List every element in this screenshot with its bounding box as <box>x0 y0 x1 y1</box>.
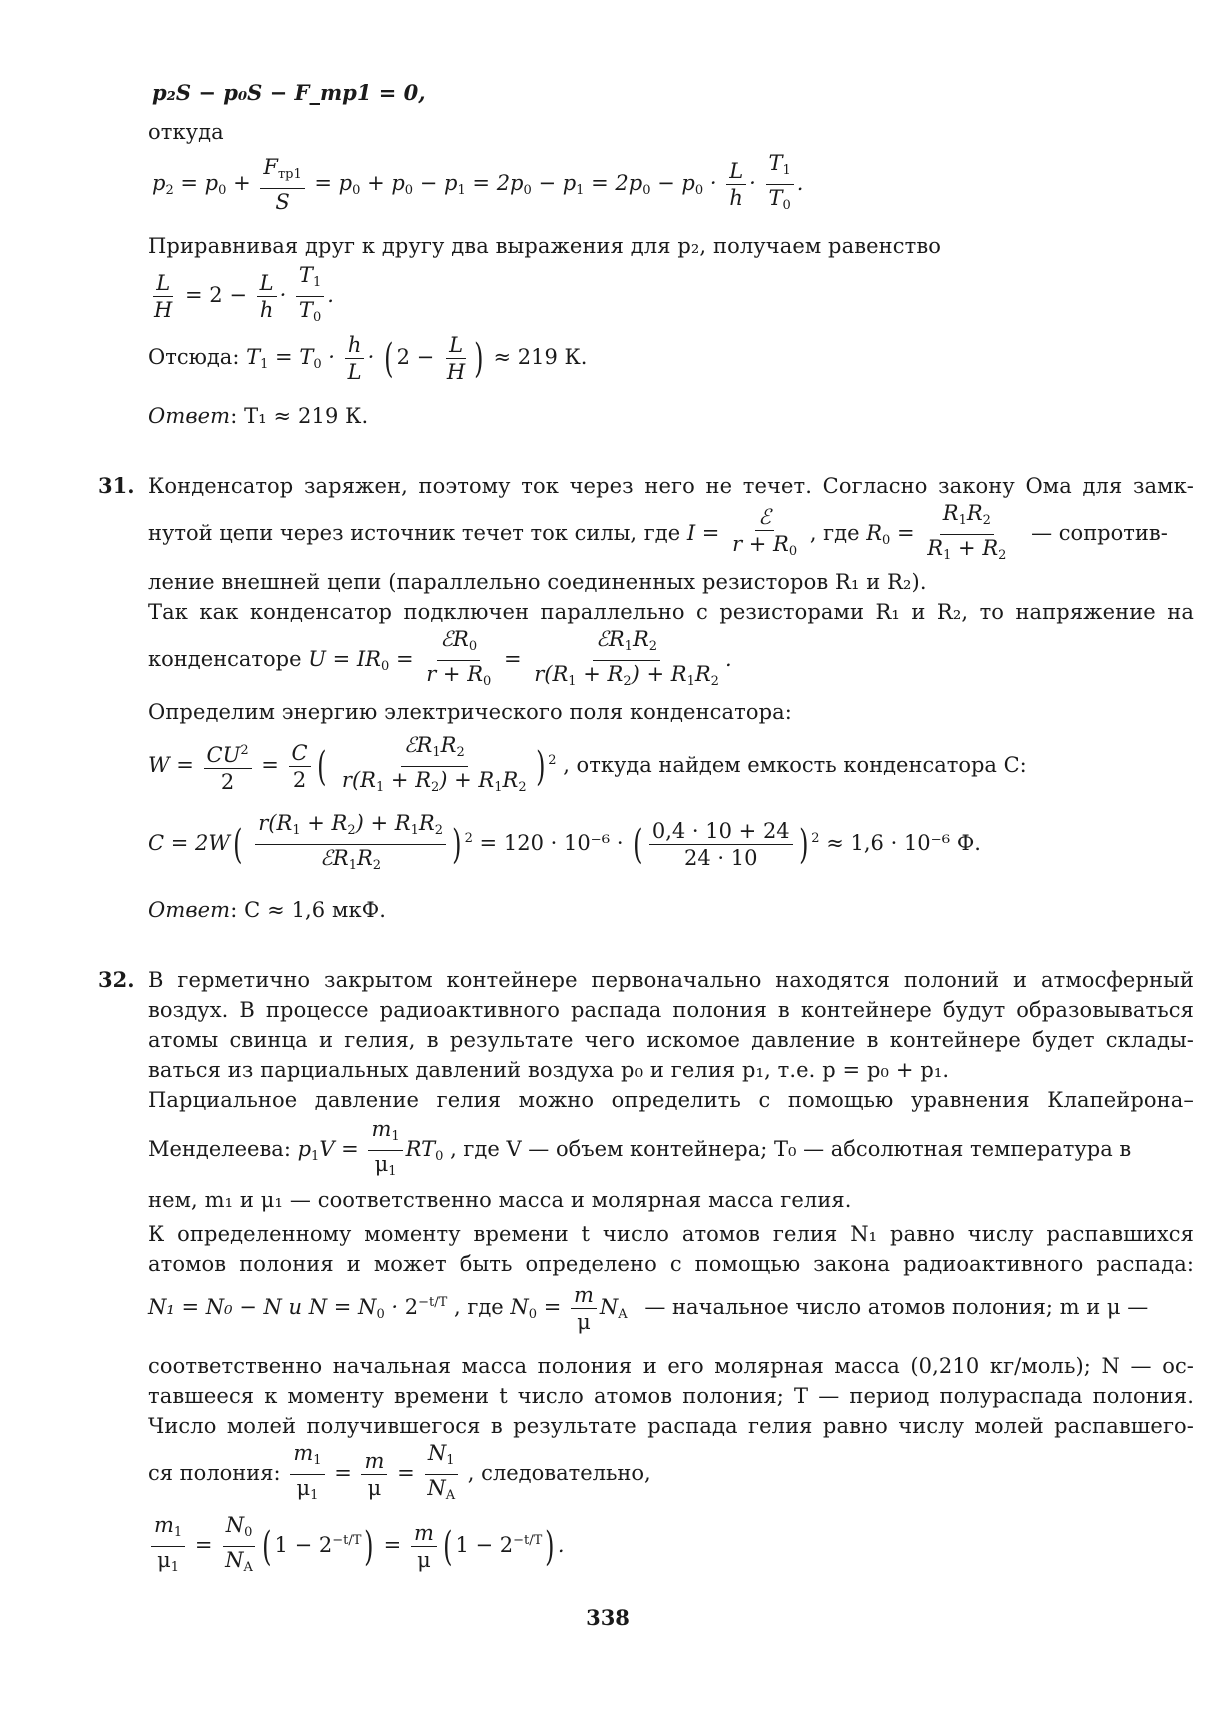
p32-line-4: ваться из парциальных давлений воздуха p₀ и гелия p₁, т.е. p = p₀ + p₁. <box>148 1058 950 1082</box>
p31-capacitance-calc: C = 2W( $r(R_1 + R_2) + R_1R_2$ $ℰR_1R_2$ ) $^2$ = 120 · 10⁻⁶ · ( $\frac{0,4 \cdot 10 + 24}{24 \cdot 10}$ ) $^2$ ≈ 1,6 · 10⁻⁶ Ф. <box>148 811 981 873</box>
pressure-balance-equation: p₂S − p₀S − F_тр1 = 0, <box>152 80 426 105</box>
p32-moles-line: ся полония: $\frac{m_1}{\mu_1}$ = $\frac{m}{\mu}$ = $\frac{N_1}{N_A}$ , следовательно, <box>148 1441 651 1503</box>
problem-number-32: 32. <box>98 967 135 992</box>
p32-line-13: Число молей получившегося в результате распада гелия равно числу молей распавшего- <box>148 1414 1194 1438</box>
p31-line-6: Определим энергию электрического поля конденсатора: <box>148 700 792 724</box>
p32-clapeyron-line: Менделеева: $p_1V$ = $\frac{m_1}{\mu_1}$ $RT_0$ , где V — объем контейнера; T₀ — абсолютная температура в <box>148 1117 1132 1179</box>
otkuda-word: откуда <box>148 120 224 144</box>
p32-line-2: воздух. В процессе радиоактивного распада полония в контейнере будут образовываться <box>148 998 1194 1022</box>
p32-decay-law-line: N₁ = N₀ − N и $N = N_0 \cdot 2^{-t/T}$ , где $N_0$ = $\frac{m}{\mu}$ $N_A$ — начальное число атомов полония; m и μ — <box>148 1283 1149 1334</box>
problem-number-31: 31. <box>98 473 135 498</box>
ratio-equation: $\frac{L}{H}$ = 2 − $\frac{L}{h}$ · $\frac{T_1}{T_0}$ . <box>154 263 334 325</box>
p32-line-12: тавшееся к моменту времени t число атомов полония; T — период полураспада полония. <box>148 1384 1194 1408</box>
p31-line-1: Конденсатор заряжен, поэтому ток через него не течет. Согласно закону Ома для замк- <box>148 474 1194 498</box>
p31-energy-formula: W = $\frac{CU^2}{2}$ = $\frac{C}{2}$ ( $ℰR_1R_2$ $r(R_1 + R_2) + R_1R_2$ ) $^2$ , откуда найдем емкость конденсатора C: <box>148 733 1027 795</box>
p31-voltage-formula: конденсаторе $U = IR_0$ = ℰR$_0$ $r + R_0$ = $ℰR_1R_2$ $r(R_1 + R_2) + R_1R_2$ . <box>148 627 732 689</box>
p32-line-1: В герметично закрытом контейнере первоначально находятся полоний и атмосферный <box>148 968 1194 992</box>
t1-result-formula: Отсюда: $T_1 = T_0$ · $\frac{h}{L}$ · ( 2 − $\frac{L}{H}$ ) ≈ 219 К. <box>148 333 588 384</box>
p32-line-8: К определенному моменту времени t число атомов гелия N₁ равно числу распавшихся <box>148 1222 1194 1246</box>
page-number: 338 <box>586 1605 630 1630</box>
answer-31: Ответ: C ≈ 1,6 мкФ. <box>148 898 387 922</box>
p32-line-3: атомы свинца и гелия, в результате чего искомое давление в контейнере будет склады- <box>148 1028 1194 1052</box>
answer-30: Ответ: T₁ ≈ 219 К. <box>148 404 369 428</box>
p32-final-equation: $\frac{m_1}{\mu_1}$ = $\frac{N_0}{N_A}$ ( $1 - 2^{-t/T}$) = $\frac{m}{\mu}$ ( $1 - 2^{-t/T}$) . <box>148 1512 565 1581</box>
p2-formula: $p_2 = p_0$ + $F_{тр1}$ S = $p_0 + p_0 - p_1 = 2p_0 - p_1 = 2p_0 - p_0$ · $\frac{L}{h}$ · $\frac{T_1}{T_0}$ . <box>152 151 804 214</box>
p31-ohm-line: нутой цепи через источник течет ток силы, где I = ℰ $r + R_0$ , где $R_0$ = $\frac{R_1R_2}{R_1 + R_2}$ — сопротив- <box>148 501 1168 563</box>
p32-line-9: атомов полония и может быть определено с помощью закона радиоактивного распада: <box>148 1252 1194 1276</box>
p31-line-4: Так как конденсатор подключен параллельно с резисторами R₁ и R₂, то напряжение на <box>148 600 1194 624</box>
equating-sentence: Приравнивая друг к другу два выражения для p₂, получаем равенство <box>148 234 942 258</box>
p32-line-7: нем, m₁ и μ₁ — соответственно масса и молярная масса гелия. <box>148 1188 852 1212</box>
p32-line-11: соответственно начальная масса полония и его молярная масса (0,210 кг/моль); N — ос- <box>148 1354 1194 1378</box>
p31-line-3: ление внешней цепи (параллельно соединенных резисторов R₁ и R₂). <box>148 570 927 594</box>
p32-line-5: Парциальное давление гелия можно определить с помощью уравнения Клапейрона– <box>148 1088 1194 1112</box>
